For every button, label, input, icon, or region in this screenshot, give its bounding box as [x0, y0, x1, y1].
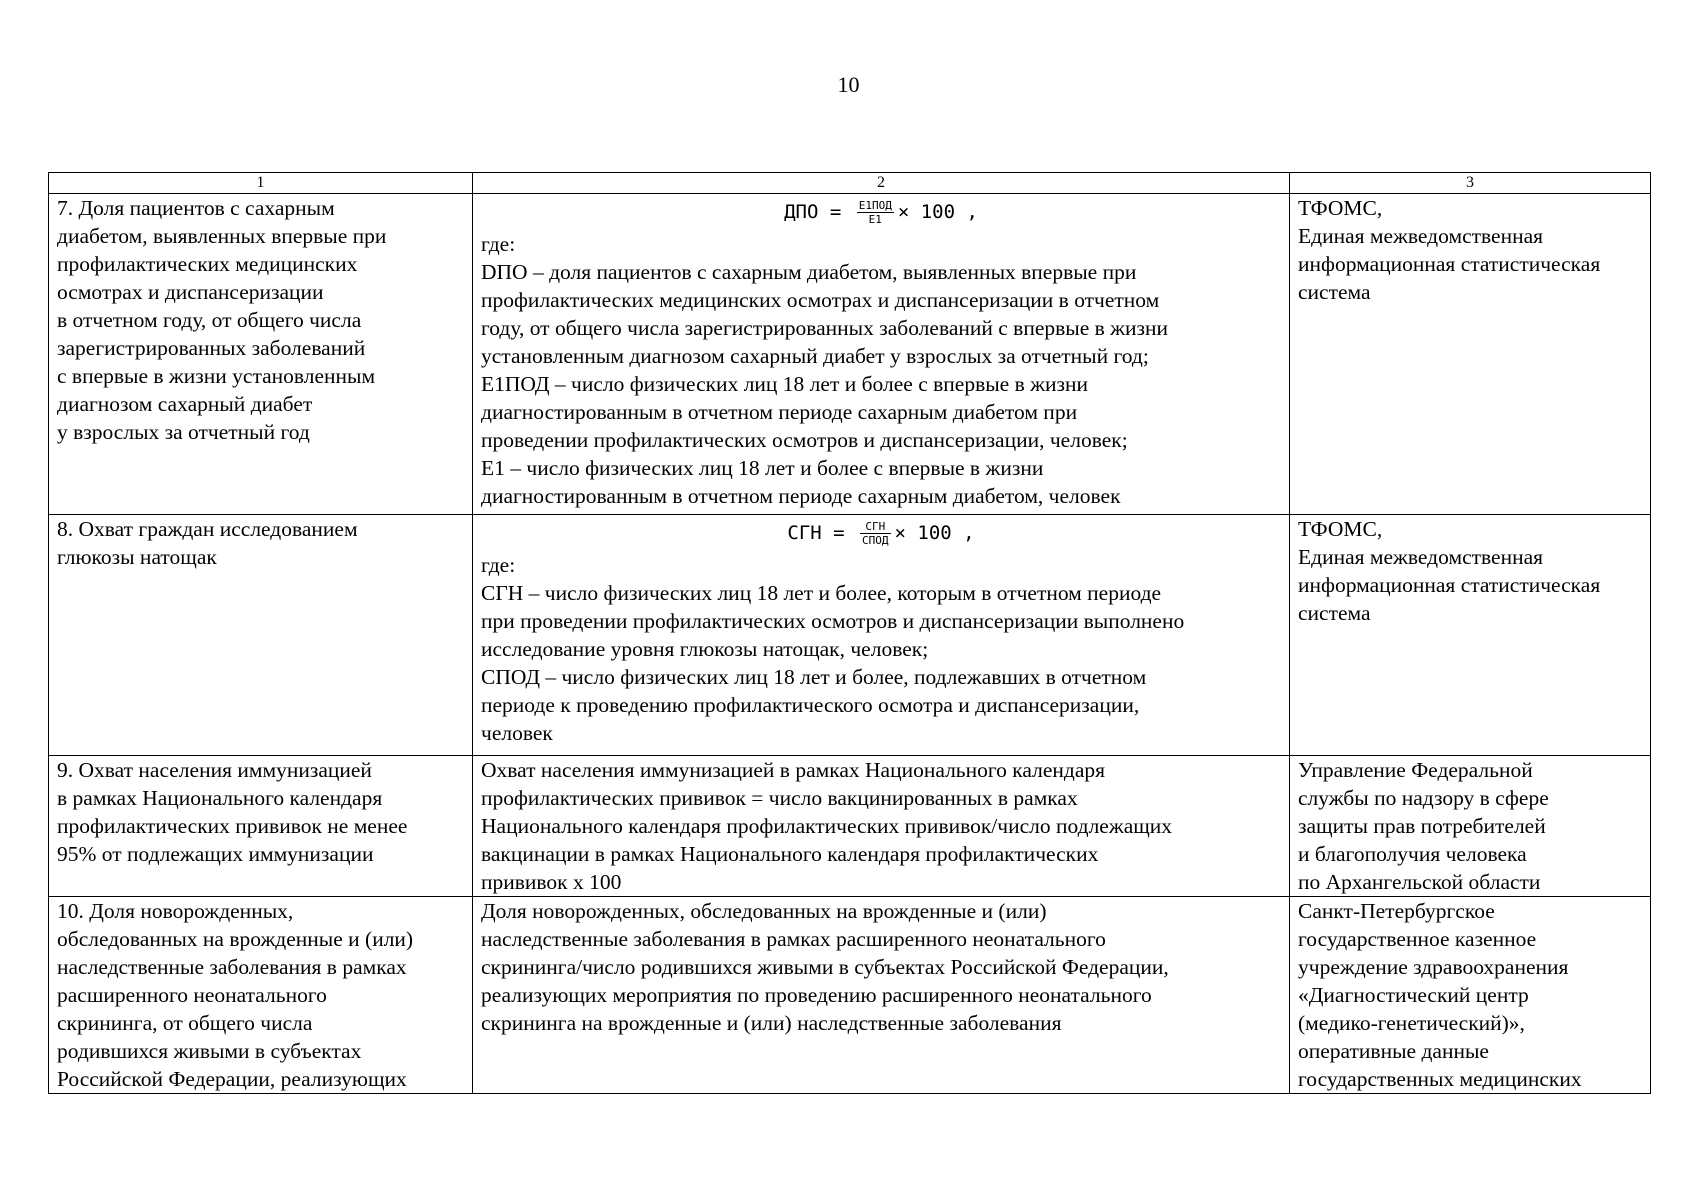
cell-text-line: где: [481, 232, 516, 256]
cell-text-line: защиты прав потребителей [1298, 814, 1546, 838]
cell-text-line: диагнозом сахарный диабет [57, 392, 313, 416]
calculation-method-cell [473, 515, 1290, 756]
cell-text-line: при проведении профилактических осмотров и диспансеризации выполнено [481, 609, 1185, 633]
cell-text-line: 8. Охват граждан исследованием [57, 517, 358, 541]
cell-text-line: диагностированным в отчетном периоде сахарным диабетом при [481, 400, 1078, 424]
calculation-method-cell [473, 194, 1290, 515]
cell-text-line: установленным диагнозом сахарный диабет у взрослых за отчетный год; [481, 344, 1149, 368]
cell-text-line: 7. Доля пациентов с сахарным [57, 196, 335, 220]
cell-text-line: Единая межведомственная [1298, 224, 1544, 248]
table-header-row [49, 173, 1651, 194]
cell-text-line: СПОД – число физических лиц 18 лет и более, подлежавших в отчетном [481, 665, 1147, 689]
cell-text-line: расширенного неонатального [57, 983, 327, 1007]
cell-text-line: Охват населения иммунизацией в рамках Национального календаря [481, 758, 1106, 782]
formula-rhs: × 100 , [897, 201, 978, 223]
cell-text-line: осмотрах и диспансеризации [57, 280, 324, 304]
cell-text-line: диагностированным в отчетном периоде сахарным диабетом, человек [481, 484, 1121, 508]
cell-text-line: и благополучия человека [1298, 842, 1527, 866]
indicator-name-cell [49, 897, 473, 1094]
column-header-1: 1 [49, 173, 473, 194]
cell-text-line: «Диагностический центр [1298, 983, 1529, 1007]
cell-text-line: зарегистрированных заболеваний [57, 336, 366, 360]
cell-text-line: ТФОМС, [1298, 196, 1383, 220]
fraction-denominator: Е1 [868, 213, 882, 226]
data-source-cell [1290, 194, 1651, 515]
cell-text-line: профилактических медицинских осмотрах и диспансеризации в отчетном [481, 288, 1160, 312]
table-row [49, 515, 1651, 756]
equals-sign: = [818, 201, 853, 223]
cell-text-line: по Архангельской области [1298, 870, 1541, 894]
cell-text-line: человек [481, 721, 553, 745]
cell-text-line: с впервые в жизни установленным [57, 364, 376, 388]
indicator-table [48, 172, 1651, 1094]
cell-text-line: 9. Охват населения иммунизацией [57, 758, 372, 782]
cell-text-line: Единая межведомственная [1298, 545, 1544, 569]
cell-text-line: году, от общего числа зарегистрированных заболеваний с впервые в жизни [481, 316, 1169, 340]
formula [481, 515, 1281, 551]
cell-text-line: учреждение здравоохранения [1298, 955, 1569, 979]
calculation-method-cell [473, 756, 1290, 897]
fraction-denominator: СПОД [862, 534, 889, 547]
cell-text-line: периоде к проведению профилактического осмотра и диспансеризации, [481, 693, 1140, 717]
cell-text-line: Санкт-Петербургское [1298, 899, 1495, 923]
page-number: 10 [837, 72, 860, 97]
formula-fraction [860, 520, 891, 547]
cell-text-line: проведении профилактических осмотров и диспансеризации, человек; [481, 428, 1128, 452]
cell-text-line: Управление Федеральной [1298, 758, 1533, 782]
cell-text-line: профилактических прививок = число вакцинированных в рамках [481, 786, 1078, 810]
formula-lhs: СГН [787, 522, 822, 544]
fraction-numerator: Е1ПОД [858, 199, 892, 212]
cell-text-line: информационная статистическая [1298, 252, 1601, 276]
cell-text-line: Российской Федерации, реализующих [57, 1067, 407, 1091]
cell-text-line: службы по надзору в сфере [1298, 786, 1549, 810]
cell-text-line: профилактических прививок не менее [57, 814, 408, 838]
data-source-cell [1290, 756, 1651, 897]
cell-text-line: у взрослых за отчетный год [57, 420, 310, 444]
cell-text-line: скрининга/число родившихся живыми в субъектах Российской Федерации, [481, 955, 1169, 979]
cell-text-line: оперативные данные [1298, 1039, 1489, 1063]
cell-text-line: система [1298, 280, 1371, 304]
fraction-numerator: СГН [860, 520, 891, 534]
cell-text-line: профилактических медицинских [57, 252, 358, 276]
cell-text-line: государственных медицинских [1298, 1067, 1582, 1091]
table-row [49, 897, 1651, 1094]
cell-text-line: государственное казенное [1298, 927, 1537, 951]
cell-text-line: Е1 – число физических лиц 18 лет и более с впервые в жизни [481, 456, 1044, 480]
cell-text-line: наследственные заболевания в рамках [57, 955, 407, 979]
cell-text-line: где: [481, 553, 516, 577]
formula-fraction [857, 199, 894, 226]
cell-text-line: СГН – число физических лиц 18 лет и более, которым в отчетном периоде [481, 581, 1162, 605]
cell-text-line: ТФОМС, [1298, 517, 1383, 541]
cell-text-line: 10. Доля новорожденных, [57, 899, 294, 923]
formula-rhs: × 100 , [894, 522, 975, 544]
cell-text-line: прививок х 100 [481, 870, 622, 894]
table-row [49, 756, 1651, 897]
cell-text-line: глюкозы натощак [57, 545, 217, 569]
formula-lhs: ДПО [784, 201, 819, 223]
calculation-method-cell [473, 897, 1290, 1094]
cell-text-line: система [1298, 601, 1371, 625]
column-header-3: 3 [1290, 173, 1651, 194]
cell-text-line: реализующих мероприятия по проведению расширенного неонатального [481, 983, 1152, 1007]
cell-text-line: Национального календаря профилактических прививок/число подлежащих [481, 814, 1173, 838]
indicator-name-cell [49, 756, 473, 897]
cell-text-line: информационная статистическая [1298, 573, 1601, 597]
data-source-cell [1290, 897, 1651, 1094]
cell-text-line: скрининга, от общего числа [57, 1011, 313, 1035]
cell-text-line: скрининга на врожденные и (или) наследственные заболевания [481, 1011, 1062, 1035]
cell-text-line: наследственные заболевания в рамках расширенного неонатального [481, 927, 1106, 951]
formula [481, 194, 1281, 230]
cell-text-line: родившихся живыми в субъектах [57, 1039, 362, 1063]
cell-text-line: вакцинации в рамках Национального календаря профилактических [481, 842, 1099, 866]
indicator-name-cell [49, 194, 473, 515]
indicator-name-cell [49, 515, 473, 756]
table-row [49, 194, 1651, 515]
cell-text-line: исследование уровня глюкозы натощак, человек; [481, 637, 929, 661]
equals-sign: = [821, 522, 857, 544]
cell-text-line: 95% от подлежащих иммунизации [57, 842, 374, 866]
cell-text-line: Доля новорожденных, обследованных на врожденные и (или) [481, 899, 1047, 923]
cell-text-line: DПО – доля пациентов с сахарным диабетом, выявленных впервые при [481, 260, 1137, 284]
cell-text-line: Е1ПОД – число физических лиц 18 лет и более с впервые в жизни [481, 372, 1088, 396]
cell-text-line: (медико-генетический)», [1298, 1011, 1525, 1035]
cell-text-line: обследованных на врожденные и (или) [57, 927, 414, 951]
column-header-2: 2 [473, 173, 1290, 194]
data-source-cell [1290, 515, 1651, 756]
cell-text-line: в отчетном году, от общего числа [57, 308, 362, 332]
cell-text-line: в рамках Национального календаря [57, 786, 383, 810]
cell-text-line: диабетом, выявленных впервые при [57, 224, 387, 248]
